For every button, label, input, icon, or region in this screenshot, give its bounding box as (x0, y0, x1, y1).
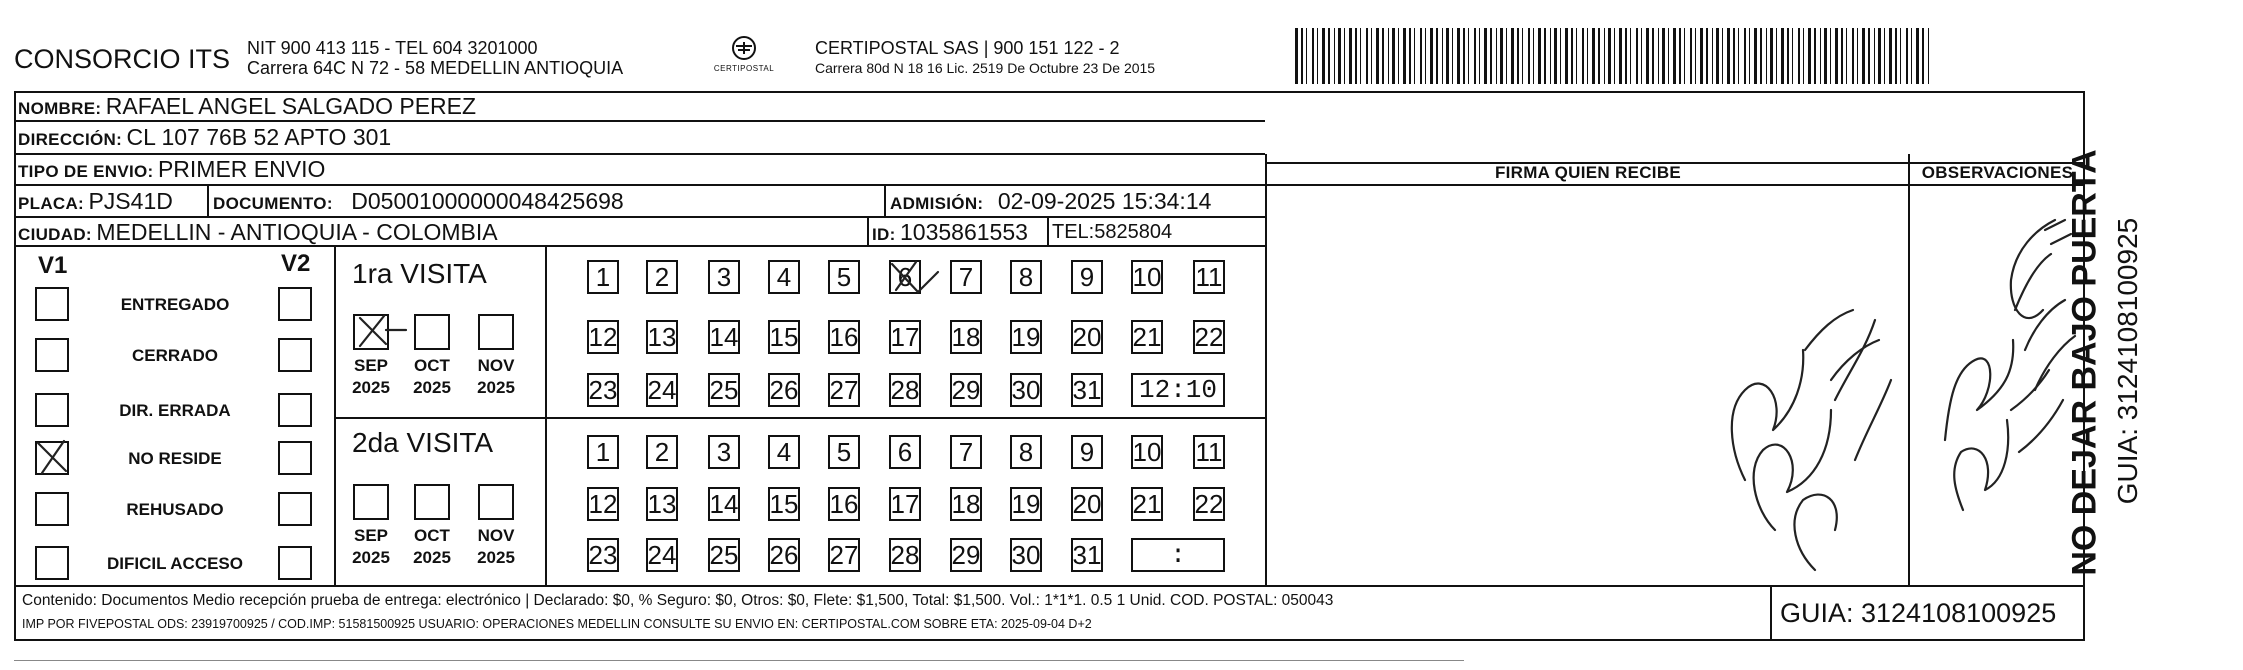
tel-value: 5825804 (1094, 221, 1173, 243)
visit2-day-box[interactable]: 20 (1071, 487, 1103, 521)
status-label: CERRADO (132, 346, 218, 365)
visit2-day-box[interactable]: 26 (768, 538, 800, 572)
barcode-bar (1862, 28, 1865, 84)
visit2-day-box[interactable]: 9 (1071, 435, 1103, 469)
barcode-bar (1803, 28, 1804, 84)
visit1-month-checkbox[interactable] (478, 314, 514, 350)
barcode-bar (1792, 28, 1793, 84)
id-label: ID: (872, 225, 896, 244)
observations-header: OBSERVACIONES (1921, 163, 2074, 182)
visit1-day-box[interactable]: 27 (828, 373, 860, 407)
side-guia: GUIA: 3124108100925 (2112, 217, 2143, 505)
barcode-bar (1895, 28, 1897, 84)
barcode-bar (1641, 28, 1642, 84)
barcode-bar (1592, 28, 1595, 84)
barcode-bar (1457, 28, 1460, 84)
document-label: DOCUMENTO: (213, 194, 333, 213)
visit2-day-box[interactable]: 19 (1010, 487, 1042, 521)
visit1-day-box[interactable]: 15 (768, 320, 800, 354)
barcode-bar (1766, 28, 1767, 84)
city-value: MEDELLIN - ANTIOQUIA - COLOMBIA (96, 219, 498, 245)
barcode-bar (1928, 28, 1929, 84)
company-name: CONSORCIO ITS (14, 44, 231, 74)
barcode-bar (1906, 28, 1908, 84)
visit2-day-box[interactable]: 7 (950, 435, 982, 469)
visit2-day-box[interactable]: 14 (708, 487, 740, 521)
barcode-bar (1355, 28, 1357, 84)
barcode-bar (1511, 28, 1514, 84)
company-address: Carrera 64C N 72 - 58 MEDELLIN ANTIOQUIA (247, 58, 624, 78)
barcode-bar (1550, 28, 1551, 84)
barcode-bar (1360, 28, 1361, 84)
status-label: NO RESIDE (128, 449, 222, 468)
visit1-day-box[interactable]: 22 (1193, 320, 1225, 354)
admission-label: ADMISIÓN: (890, 194, 984, 213)
city-label: CIUDAD: (18, 225, 92, 244)
visit1-day-box[interactable]: 29 (950, 373, 982, 407)
recipient-name: RAFAEL ANGEL SALGADO PEREZ (105, 93, 477, 119)
visit2-day-box[interactable]: 11 (1193, 435, 1225, 469)
visit1-day-box[interactable]: 26 (768, 373, 800, 407)
visit2-year-label: 2025 (477, 548, 515, 567)
barcode-bar (1301, 28, 1303, 84)
visit2-day-box[interactable]: 22 (1193, 487, 1225, 521)
barcode-bar (1614, 28, 1615, 84)
side-notice: NO DEJAR BAJO PUERTA (2065, 149, 2104, 576)
barcode-bar (1382, 28, 1384, 84)
visit1-title: 1ra VISITA (352, 258, 487, 289)
status-label: ENTREGADO (120, 295, 230, 314)
v1-checkbox[interactable] (35, 287, 69, 321)
barcode-bar (1587, 28, 1588, 84)
barcode-bar (1554, 28, 1557, 84)
barcode-bar (1754, 28, 1757, 84)
visit1-day-box[interactable]: 16 (828, 320, 860, 354)
visit1-day-box[interactable]: 21 (1131, 320, 1163, 354)
barcode-bar (1662, 28, 1665, 84)
barcode-bar (1442, 28, 1443, 84)
barcode-bar (1479, 28, 1480, 84)
courier-logo-text: CERTIPOSTAL (713, 64, 775, 73)
barcode (1295, 28, 1935, 84)
barcode-bar (1846, 28, 1847, 84)
barcode-bar (1334, 28, 1335, 84)
barcode-bar (1625, 28, 1627, 84)
barcode-bar (1490, 28, 1492, 84)
visit1-month-label: NOV (477, 356, 515, 375)
barcode-bar (1706, 28, 1708, 84)
barcode-bar (1608, 28, 1611, 84)
barcode-bar (1722, 28, 1723, 84)
visit1-day-box[interactable]: 8 (1010, 260, 1042, 294)
visit2-day-box[interactable]: 10 (1131, 435, 1163, 469)
barcode-bar (1658, 28, 1659, 84)
barcode-bar (1700, 28, 1703, 84)
barcode-bar (1760, 28, 1762, 84)
visit2-day-box[interactable]: 24 (646, 538, 678, 572)
barcode-bar (1820, 28, 1821, 84)
visit2-year-label: 2025 (352, 548, 390, 567)
visit1-month-label: SEP (353, 356, 389, 375)
v2-checkbox[interactable] (278, 441, 312, 475)
visit2-day-box[interactable]: 31 (1071, 538, 1103, 572)
barcode-bar (1889, 28, 1892, 84)
barcode-bar (1733, 28, 1735, 84)
barcode-bar (1619, 28, 1622, 84)
barcode-bar (1425, 28, 1426, 84)
visit2-month-checkbox[interactable] (478, 484, 514, 520)
barcode-bar (1344, 28, 1345, 84)
barcode-bar (1571, 28, 1573, 84)
visit1-year-label: 2025 (413, 378, 451, 397)
plate-value: PJS41D (88, 188, 173, 214)
barcode-bar (1544, 28, 1546, 84)
barcode-bar (1652, 28, 1654, 84)
barcode-bar (1835, 28, 1838, 84)
visit1-time-box[interactable]: 12:10 (1131, 373, 1225, 407)
barcode-bar (1409, 28, 1411, 84)
barcode-bar (1446, 28, 1449, 84)
visit1-year-label: 2025 (477, 378, 515, 397)
visit1-sep-mark (354, 312, 410, 352)
barcode-bar (1528, 28, 1530, 84)
id-value: 1035861553 (900, 219, 1028, 245)
footer-imp: IMP POR FIVEPOSTAL ODS: 23919700925 / COD.IMP: 51581500925 USUARIO: OPERACIONES MEDELLIN CONSULTE SU ENVIO EN: CERTIPOSTAL.COM SOBRE ETA: 2025-09-04 D+2 (22, 617, 1092, 631)
barcode-bar (1922, 28, 1924, 84)
visit1-day-box[interactable]: 12 (587, 320, 619, 354)
courier-license: Carrera 80d N 18 16 Lic. 2519 De Octubre 23 De 2015 (815, 60, 1156, 76)
barcode-bar (1884, 28, 1885, 84)
barcode-bar (1824, 28, 1827, 84)
v1-label: V1 (38, 252, 68, 279)
barcode-bar (1474, 28, 1476, 84)
barcode-bar (1420, 28, 1422, 84)
visit1-day-box[interactable]: 6 (889, 260, 921, 294)
visit2-day-box[interactable]: 12 (587, 487, 619, 521)
barcode-bar (1916, 28, 1919, 84)
status-label: DIFICIL ACCESO (106, 554, 243, 573)
barcode-bar (1414, 28, 1415, 84)
shipping-type-label: TIPO DE ENVIO: (18, 162, 154, 181)
barcode-bar (1673, 28, 1676, 84)
barcode-bar (1695, 28, 1696, 84)
barcode-bar (1646, 28, 1649, 84)
visit2-day-box[interactable]: 2 (646, 435, 678, 469)
address-label: DIRECCIÓN: (18, 130, 123, 149)
barcode-bar (1604, 28, 1605, 84)
barcode-bar (1716, 28, 1719, 84)
barcode-bar (1814, 28, 1816, 84)
visit1-day-box[interactable]: 18 (950, 320, 982, 354)
barcode-bar (1533, 28, 1534, 84)
visit1-day-box[interactable]: 11 (1193, 260, 1225, 294)
v2-checkbox[interactable] (278, 546, 312, 580)
visit1-day-box[interactable]: 17 (889, 320, 921, 354)
barcode-bar (1388, 28, 1389, 84)
barcode-bar (1317, 28, 1318, 84)
barcode-bar (1322, 28, 1325, 84)
visit2-day-box[interactable]: 28 (889, 538, 921, 572)
name-label: NOMBRE: (18, 99, 102, 118)
barcode-bar (1684, 28, 1685, 84)
visit1-month-checkbox[interactable] (414, 314, 450, 350)
barcode-bar (1727, 28, 1730, 84)
barcode-bar (1398, 28, 1399, 84)
observations-handwriting (1915, 190, 2085, 580)
visit2-day-box[interactable]: 6 (889, 435, 921, 469)
visit2-title: 2da VISITA (352, 427, 494, 458)
visit1-day6-mark (888, 258, 948, 298)
barcode-bar (1376, 28, 1379, 84)
visit1-day-box[interactable]: 30 (1010, 373, 1042, 407)
barcode-bar (1668, 28, 1669, 84)
admission-value: 02-09-2025 15:34:14 (997, 188, 1212, 214)
visit1-day-box[interactable]: 28 (889, 373, 921, 407)
barcode-bar (1500, 28, 1503, 84)
signature-header: FIRMA QUIEN RECIBE (1494, 163, 1682, 182)
visit1-day-box[interactable]: 3 (708, 260, 740, 294)
barcode-bar (1522, 28, 1523, 84)
barcode-bar (1712, 28, 1713, 84)
visit2-day-box[interactable]: 8 (1010, 435, 1042, 469)
barcode-bar (1576, 28, 1577, 84)
status-label: REHUSADO (126, 500, 224, 519)
barcode-bar (1900, 28, 1901, 84)
recipient-address: CL 107 76B 52 APTO 301 (126, 124, 392, 150)
document-value: D05001000000048425698 (351, 188, 624, 214)
barcode-bar (1463, 28, 1465, 84)
barcode-bar (1787, 28, 1789, 84)
barcode-bar (1392, 28, 1395, 84)
visit1-day-box[interactable]: 7 (950, 260, 982, 294)
visit2-day-box[interactable]: 15 (768, 487, 800, 521)
visit1-day-box[interactable]: 20 (1071, 320, 1103, 354)
barcode-bar (1430, 28, 1433, 84)
v2-label: V2 (281, 250, 311, 277)
v2-checkbox[interactable] (278, 287, 312, 321)
barcode-bar (1452, 28, 1453, 84)
visit2-day-box[interactable]: 1 (587, 435, 619, 469)
visit1-day-box[interactable]: 24 (646, 373, 678, 407)
visit2-day-box[interactable]: 18 (950, 487, 982, 521)
barcode-bar (1690, 28, 1692, 84)
barcode-bar (1798, 28, 1800, 84)
visit1-day-box[interactable]: 14 (708, 320, 740, 354)
visit2-day-box[interactable]: 5 (828, 435, 860, 469)
visit1-day-box[interactable]: 5 (828, 260, 860, 294)
visit2-day-box[interactable]: 4 (768, 435, 800, 469)
barcode-bar (1781, 28, 1784, 84)
barcode-bar (1749, 28, 1750, 84)
barcode-bar (1328, 28, 1330, 84)
visit2-day-box[interactable]: 13 (646, 487, 678, 521)
barcode-bar (1776, 28, 1777, 84)
v1-checkbox[interactable] (35, 338, 69, 372)
v1-checkbox[interactable] (35, 492, 69, 526)
barcode-bar (1371, 28, 1372, 84)
visit2-month-checkbox[interactable] (353, 484, 389, 520)
no-reside-v1-mark (32, 437, 72, 477)
barcode-bar (1630, 28, 1631, 84)
visit1-day-box[interactable]: 13 (646, 320, 678, 354)
barcode-bar (1403, 28, 1406, 84)
visit1-day-box[interactable]: 1 (587, 260, 619, 294)
barcode-bar (1582, 28, 1584, 84)
visit1-month-label: OCT (414, 356, 450, 375)
barcode-bar (1857, 28, 1858, 84)
barcode-bar (1484, 28, 1487, 84)
barcode-bar (1852, 28, 1854, 84)
visit2-day-box[interactable]: 17 (889, 487, 921, 521)
visit2-day-box[interactable]: 29 (950, 538, 982, 572)
barcode-bar (1679, 28, 1681, 84)
barcode-bar (1496, 28, 1497, 84)
barcode-bar (1538, 28, 1541, 84)
visit2-day-box[interactable]: 21 (1131, 487, 1163, 521)
barcode-bar (1878, 28, 1881, 84)
barcode-bar (1770, 28, 1773, 84)
barcode-bar (1517, 28, 1519, 84)
barcode-bar (1868, 28, 1870, 84)
v1-checkbox[interactable] (35, 393, 69, 427)
visit1-day-box[interactable]: 25 (708, 373, 740, 407)
barcode-bar (1744, 28, 1746, 84)
barcode-bar (1911, 28, 1912, 84)
visit2-day-box[interactable]: 16 (828, 487, 860, 521)
visit1-day-box[interactable]: 4 (768, 260, 800, 294)
visit1-day-box[interactable]: 9 (1071, 260, 1103, 294)
tel-label: TEL: (1052, 221, 1095, 243)
visit1-day-box[interactable]: 2 (646, 260, 678, 294)
barcode-bar (1349, 28, 1352, 84)
visit2-time-box[interactable]: : (1131, 538, 1225, 572)
v2-checkbox[interactable] (278, 393, 312, 427)
barcode-bar (1560, 28, 1561, 84)
visit2-month-label: NOV (477, 526, 515, 545)
barcode-bar (1312, 28, 1314, 84)
visit2-day-box[interactable]: 27 (828, 538, 860, 572)
barcode-bar (1841, 28, 1843, 84)
barcode-bar (1808, 28, 1811, 84)
visit2-day-box[interactable]: 23 (587, 538, 619, 572)
visit2-month-label: OCT (414, 526, 450, 545)
visit2-month-checkbox[interactable] (414, 484, 450, 520)
visit1-day-box[interactable]: 31 (1071, 373, 1103, 407)
v1-checkbox[interactable] (35, 546, 69, 580)
status-label: DIR. ERRADA (119, 401, 231, 420)
v2-checkbox[interactable] (278, 492, 312, 526)
barcode-bar (1636, 28, 1638, 84)
receiver-signature (1275, 200, 1895, 580)
barcode-bar (1295, 28, 1298, 84)
barcode-bar (1306, 28, 1307, 84)
barcode-bar (1338, 28, 1341, 84)
visit1-day-box[interactable]: 23 (587, 373, 619, 407)
barcode-bar (1874, 28, 1875, 84)
footer-guia: GUIA: 3124108100925 (1780, 598, 2057, 628)
barcode-bar (1565, 28, 1568, 84)
barcode-bar (1436, 28, 1438, 84)
v2-checkbox[interactable] (278, 338, 312, 372)
visit2-month-label: SEP (353, 526, 389, 545)
barcode-bar (1366, 28, 1368, 84)
visit2-day-box[interactable]: 3 (708, 435, 740, 469)
footer-content: Contenido: Documentos Medio recepción prueba de entrega: electrónico | Declarado: $0, % Seguro: $0, Otros: $0, Flete: $1,500, Total: $1,500. Vol.: 1*1*1. 0.5 1 Unid. COD. POSTAL: 050043 (22, 592, 1334, 609)
barcode-bar (1738, 28, 1739, 84)
barcode-bar (1506, 28, 1507, 84)
barcode-bar (1830, 28, 1831, 84)
visit2-day-box[interactable]: 30 (1010, 538, 1042, 572)
courier-name: CERTIPOSTAL SAS | 900 151 122 - 2 (815, 38, 1120, 58)
barcode-bar (1598, 28, 1600, 84)
visit2-year-label: 2025 (413, 548, 451, 567)
company-nit: NIT 900 413 115 - TEL 604 3201000 (247, 38, 538, 58)
visit2-day-box[interactable]: 25 (708, 538, 740, 572)
barcode-bar (1468, 28, 1469, 84)
visit1-day-box[interactable]: 10 (1131, 260, 1163, 294)
visit1-day-box[interactable]: 19 (1010, 320, 1042, 354)
courier-logo (708, 34, 780, 82)
plate-label: PLACA: (18, 194, 85, 213)
shipping-type: PRIMER ENVIO (157, 156, 326, 182)
visit1-year-label: 2025 (352, 378, 390, 397)
